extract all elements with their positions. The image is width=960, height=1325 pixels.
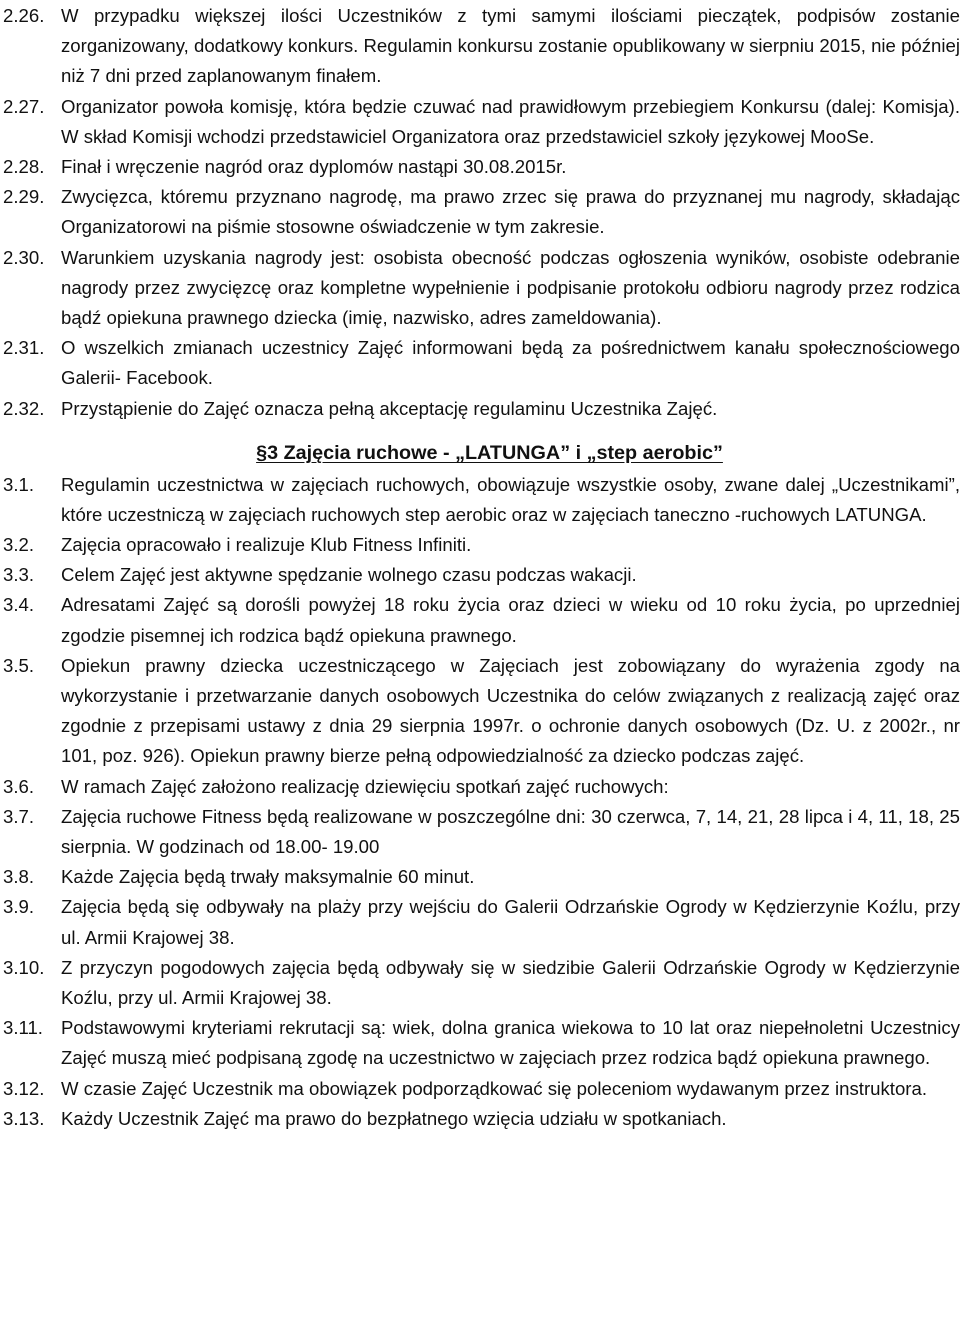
section-heading: §3 Zajęcia ruchowe - „LATUNGA” i „step aerobic” bbox=[256, 442, 723, 465]
clause-number: 2.27. bbox=[3, 95, 45, 117]
clause-3-1 bbox=[3, 470, 960, 530]
clause-2-27 bbox=[3, 92, 960, 152]
clause-3-5 bbox=[3, 651, 960, 772]
clause-number: 2.28. bbox=[3, 156, 45, 178]
clause-text: Z przyczyn pogodowych zajęcia będą odbywały się w siedzibie Galerii Odrzańskie Ogrody w Kędzierzynie Koźlu, przy ul. Armii Krajowej 38. bbox=[61, 956, 960, 1008]
clause-number: 3.13. bbox=[3, 1107, 45, 1129]
clause-text: W przypadku większej ilości Uczestników z tymi samymi ilościami pieczątek, podpisów zostanie zorganizowany, dodatkowy konkurs. Regulamin konkursu zostanie opublikowany w sierpniu 2015, nie później niż 7 dni przed zaplanowanym finałem. bbox=[61, 5, 960, 87]
clause-text: Adresatami Zajęć są dorośli powyżej 18 roku życia oraz dzieci w wieku od 10 roku życia, po uprzedniej zgodzie pisemnej ich rodzica bądź opiekuna prawnego. bbox=[61, 594, 960, 646]
clause-3-9 bbox=[3, 892, 960, 952]
clause-number: 3.1. bbox=[3, 473, 35, 495]
clause-number: 2.29. bbox=[3, 186, 45, 208]
clause-3-13 bbox=[3, 1104, 960, 1134]
clause-text: Zajęcia ruchowe Fitness będą realizowane w poszczególne dni: 30 czerwca, 7, 14, 21, 28 lipca i 4, 11, 18, 25 sierpnia. W godzinach od 18.00- 19.00 bbox=[61, 805, 960, 857]
clause-number: 3.12. bbox=[3, 1077, 45, 1099]
clause-text: Zajęcia opracowało i realizuje Klub Fitness Infiniti. bbox=[61, 533, 472, 555]
clause-text: Przystąpienie do Zajęć oznacza pełną akceptację regulaminu Uczestnika Zajęć. bbox=[61, 397, 718, 419]
clause-2-26 bbox=[3, 1, 960, 92]
clause-3-11 bbox=[3, 1013, 960, 1073]
clause-number: 3.11. bbox=[3, 1017, 43, 1039]
clause-text: Finał i wręczenie nagród oraz dyplomów nastąpi 30.08.2015r. bbox=[61, 156, 567, 178]
clause-number: 3.4. bbox=[3, 594, 35, 616]
clause-number: 3.9. bbox=[3, 896, 35, 918]
clause-text: O wszelkich zmianach uczestnicy Zajęć informowani będą za pośrednictwem kanału społecznościowego Galerii- Facebook. bbox=[61, 337, 960, 389]
clause-text: Każdy Uczestnik Zajęć ma prawo do bezpłatnego wzięcia udziału w spotkaniach. bbox=[61, 1107, 727, 1129]
clause-3-8 bbox=[3, 862, 960, 892]
clause-number: 2.32. bbox=[3, 397, 45, 419]
clause-3-3 bbox=[3, 560, 960, 590]
clause-2-30 bbox=[3, 243, 960, 334]
clause-2-28 bbox=[3, 152, 960, 182]
clause-number: 3.7. bbox=[3, 805, 35, 827]
clause-3-4 bbox=[3, 590, 960, 650]
clause-number: 3.3. bbox=[3, 564, 35, 586]
clause-number: 2.26. bbox=[3, 5, 45, 26]
clause-text: Podstawowymi kryteriami rekrutacji są: wiek, dolna granica wiekowa to 10 lat oraz niepełnoletni Uczestnicy Zajęć muszą mieć podpisaną zgodę na uczestnictwo w zajęciach przez rodzica bądź opiekuna prawnego. bbox=[61, 1017, 960, 1069]
clause-text: Warunkiem uzyskania nagrody jest: osobista obecność podczas ogłoszenia wyników, osobiste odebranie nagrody przez zwycięzcę oraz kompletne wypełnienie i podpisanie protokołu odbioru nagrody przez rodzica bądź opiekuna prawnego dziecka (imię, nazwisko, adres zameldowania). bbox=[61, 246, 960, 329]
clause-text: Zwycięzca, któremu przyznano nagrodę, ma prawo zrzec się prawa do przyznanej mu nagrody, składając Organizatorowi na piśmie stosowne oświadczenie w tym zakresie. bbox=[61, 186, 960, 238]
clause-number: 3.8. bbox=[3, 866, 35, 888]
clause-3-2 bbox=[3, 530, 960, 560]
clause-3-6 bbox=[3, 772, 960, 802]
clause-text: Celem Zajęć jest aktywne spędzanie wolnego czasu podczas wakacji. bbox=[61, 564, 637, 586]
clause-text: W czasie Zajęć Uczestnik ma obowiązek podporządkować się poleceniom wydawanym przez instruktora. bbox=[61, 1077, 928, 1099]
clause-number: 3.2. bbox=[3, 533, 35, 555]
clause-text: Opiekun prawny dziecka uczestniczącego w Zajęciach jest zobowiązany do wyrażenia zgody na wykorzystanie i przetwarzanie danych osobowych Uczestnika do celów związanych z realizacją zajęć oraz zgodnie z przepisami ustawy z dnia 29 sierpnia 1997r. o ochronie danych osobowych (Dz. U. z 2002r., nr 101, poz. 926). Opiekun prawny bierze pełną odpowiedzialność za dziecko podczas zajęć. bbox=[61, 654, 960, 767]
clause-2-29 bbox=[3, 182, 960, 242]
clause-text: Regulamin uczestnictwa w zajęciach ruchowych, obowiązuje wszystkie osoby, zwane dalej „Uczestnikami”, które uczestniczą w zajęciach ruchowych step aerobic oraz w zajęciach taneczno -ruchowych LATUNGA. bbox=[61, 473, 960, 525]
clause-number: 3.6. bbox=[3, 775, 35, 797]
clause-3-10 bbox=[3, 953, 960, 1013]
clause-text: Zajęcia będą się odbywały na plaży przy wejściu do Galerii Odrzańskie Ogrody w Kędzierzynie Koźlu, przy ul. Armii Krajowej 38. bbox=[61, 896, 960, 948]
clause-number: 2.30. bbox=[3, 246, 45, 268]
clause-3-7 bbox=[3, 802, 960, 862]
section-heading-row bbox=[3, 438, 960, 468]
clause-text: W ramach Zajęć założono realizację dziewięciu spotkań zajęć ruchowych: bbox=[61, 775, 669, 797]
clause-2-32 bbox=[3, 394, 960, 424]
clause-text: Organizator powoła komisję, która będzie czuwać nad prawidłowym przebiegiem Konkursu (dalej: Komisja). W skład Komisji wchodzi przedstawiciel Organizatora oraz przedstawiciel szkoły językowej MooSe. bbox=[61, 95, 960, 147]
clause-number: 3.5. bbox=[3, 654, 35, 676]
clause-3-12 bbox=[3, 1074, 960, 1104]
clause-text: Każde Zajęcia będą trwały maksymalnie 60 minut. bbox=[61, 866, 475, 888]
clause-number: 3.10. bbox=[3, 956, 45, 978]
clause-2-31 bbox=[3, 333, 960, 393]
clause-number: 2.31. bbox=[3, 337, 45, 359]
